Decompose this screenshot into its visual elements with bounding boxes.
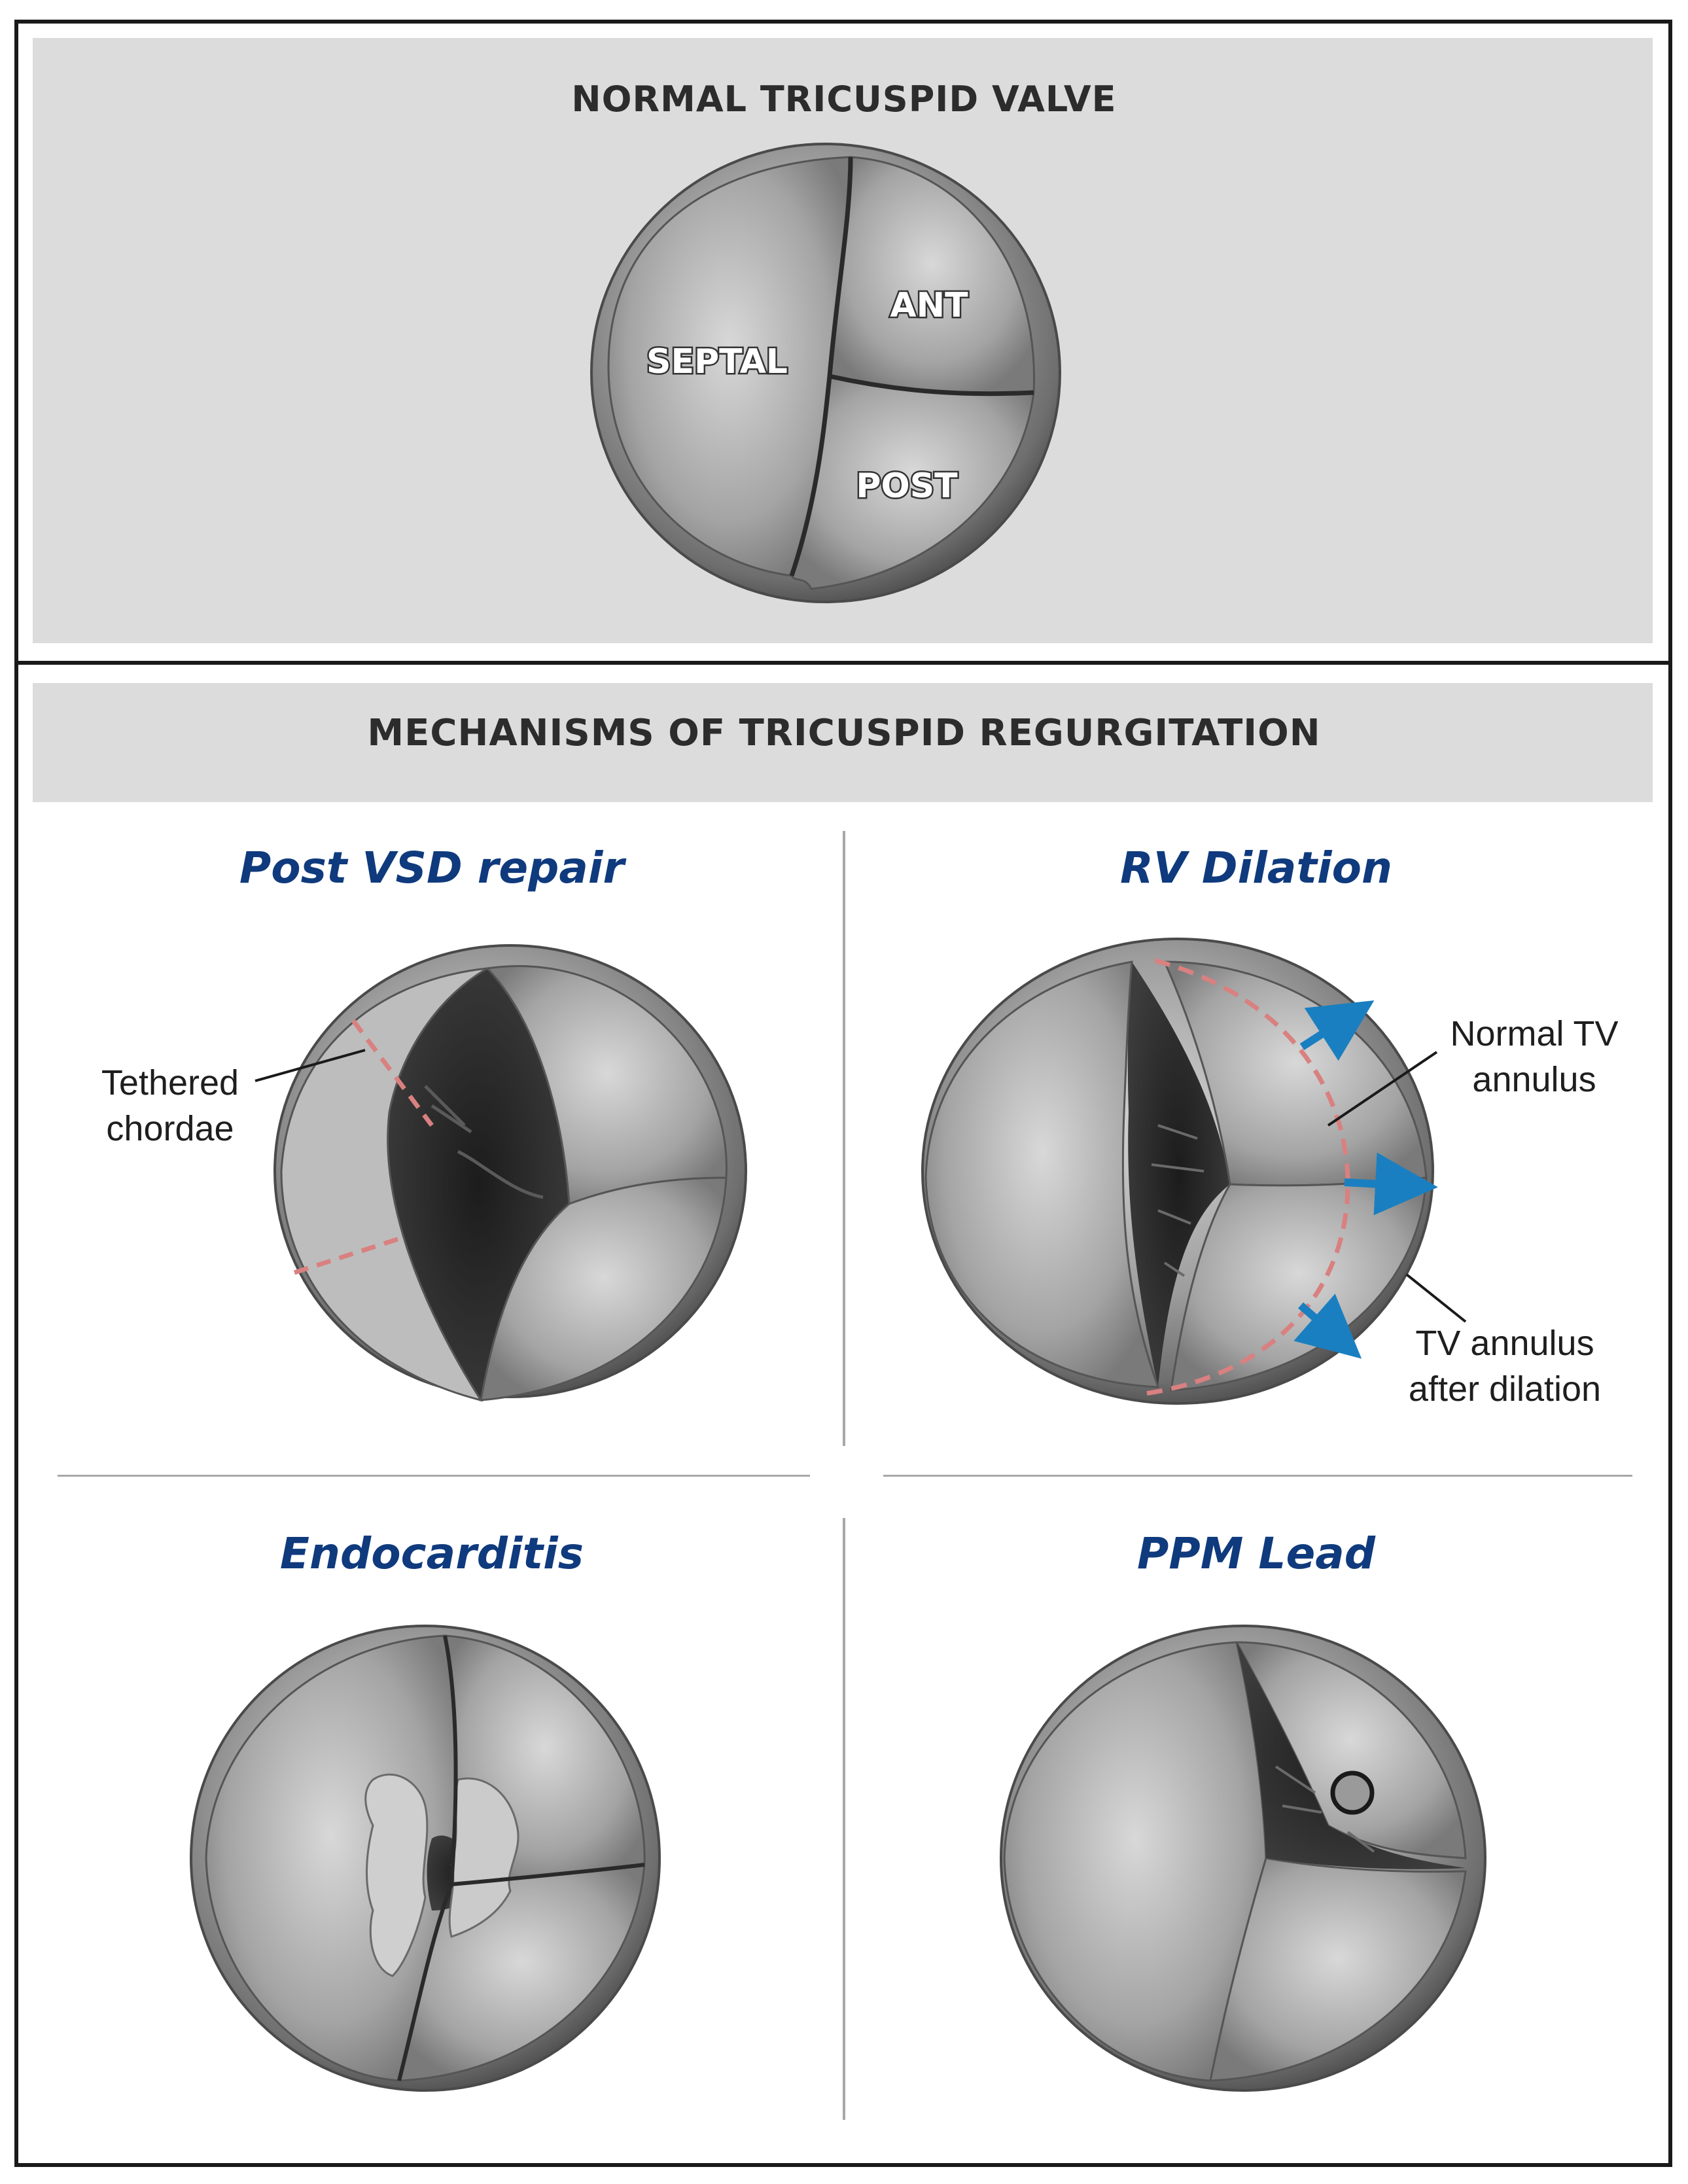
normal-valve bbox=[591, 144, 1060, 602]
normal-valve-title: NORMAL TRICUSPID VALVE bbox=[571, 79, 1117, 120]
tethered-chordae-annotation bbox=[72, 1060, 268, 1152]
rv-dilation-septal-leaflet bbox=[926, 962, 1158, 1387]
label-ant: ANT bbox=[890, 286, 968, 325]
valve-endocarditis bbox=[191, 1626, 659, 2090]
mechanisms-title: MECHANISMS OF TRICUSPID REGURGITATION bbox=[367, 712, 1321, 754]
dilated-annulus-line-2: after dilation bbox=[1408, 1369, 1602, 1409]
dilated-annulus-leader bbox=[1407, 1275, 1466, 1322]
pacemaker-lead bbox=[1333, 1773, 1372, 1812]
valve-ppm-lead bbox=[1001, 1626, 1485, 2090]
label-post: POST bbox=[856, 467, 958, 506]
tethered-chordae-line-2: chordae bbox=[106, 1109, 234, 1148]
normal-tv-annulus-annotation bbox=[1426, 1011, 1642, 1102]
dilated-annulus-annotation bbox=[1380, 1320, 1629, 1412]
dilation-arrow-middle bbox=[1345, 1182, 1407, 1186]
panel-title-rv-dilation: RV Dilation bbox=[1120, 843, 1392, 893]
panel-title-endocarditis: Endocarditis bbox=[279, 1528, 584, 1579]
normal-anterior-leaflet bbox=[830, 157, 1034, 394]
panel-title-post-vsd: Post VSD repair bbox=[239, 843, 625, 893]
normal-tv-annulus-line-2: annulus bbox=[1472, 1060, 1596, 1099]
dilated-annulus-line-1: TV annulus bbox=[1415, 1324, 1594, 1363]
panel-title-ppm-lead: PPM Lead bbox=[1137, 1528, 1375, 1579]
tethered-chordae-line-1: Tethered bbox=[101, 1063, 239, 1102]
valve-post-vsd bbox=[255, 945, 746, 1400]
normal-tv-annulus-line-1: Normal TV bbox=[1450, 1014, 1619, 1053]
label-septal: SEPTAL bbox=[646, 342, 788, 381]
